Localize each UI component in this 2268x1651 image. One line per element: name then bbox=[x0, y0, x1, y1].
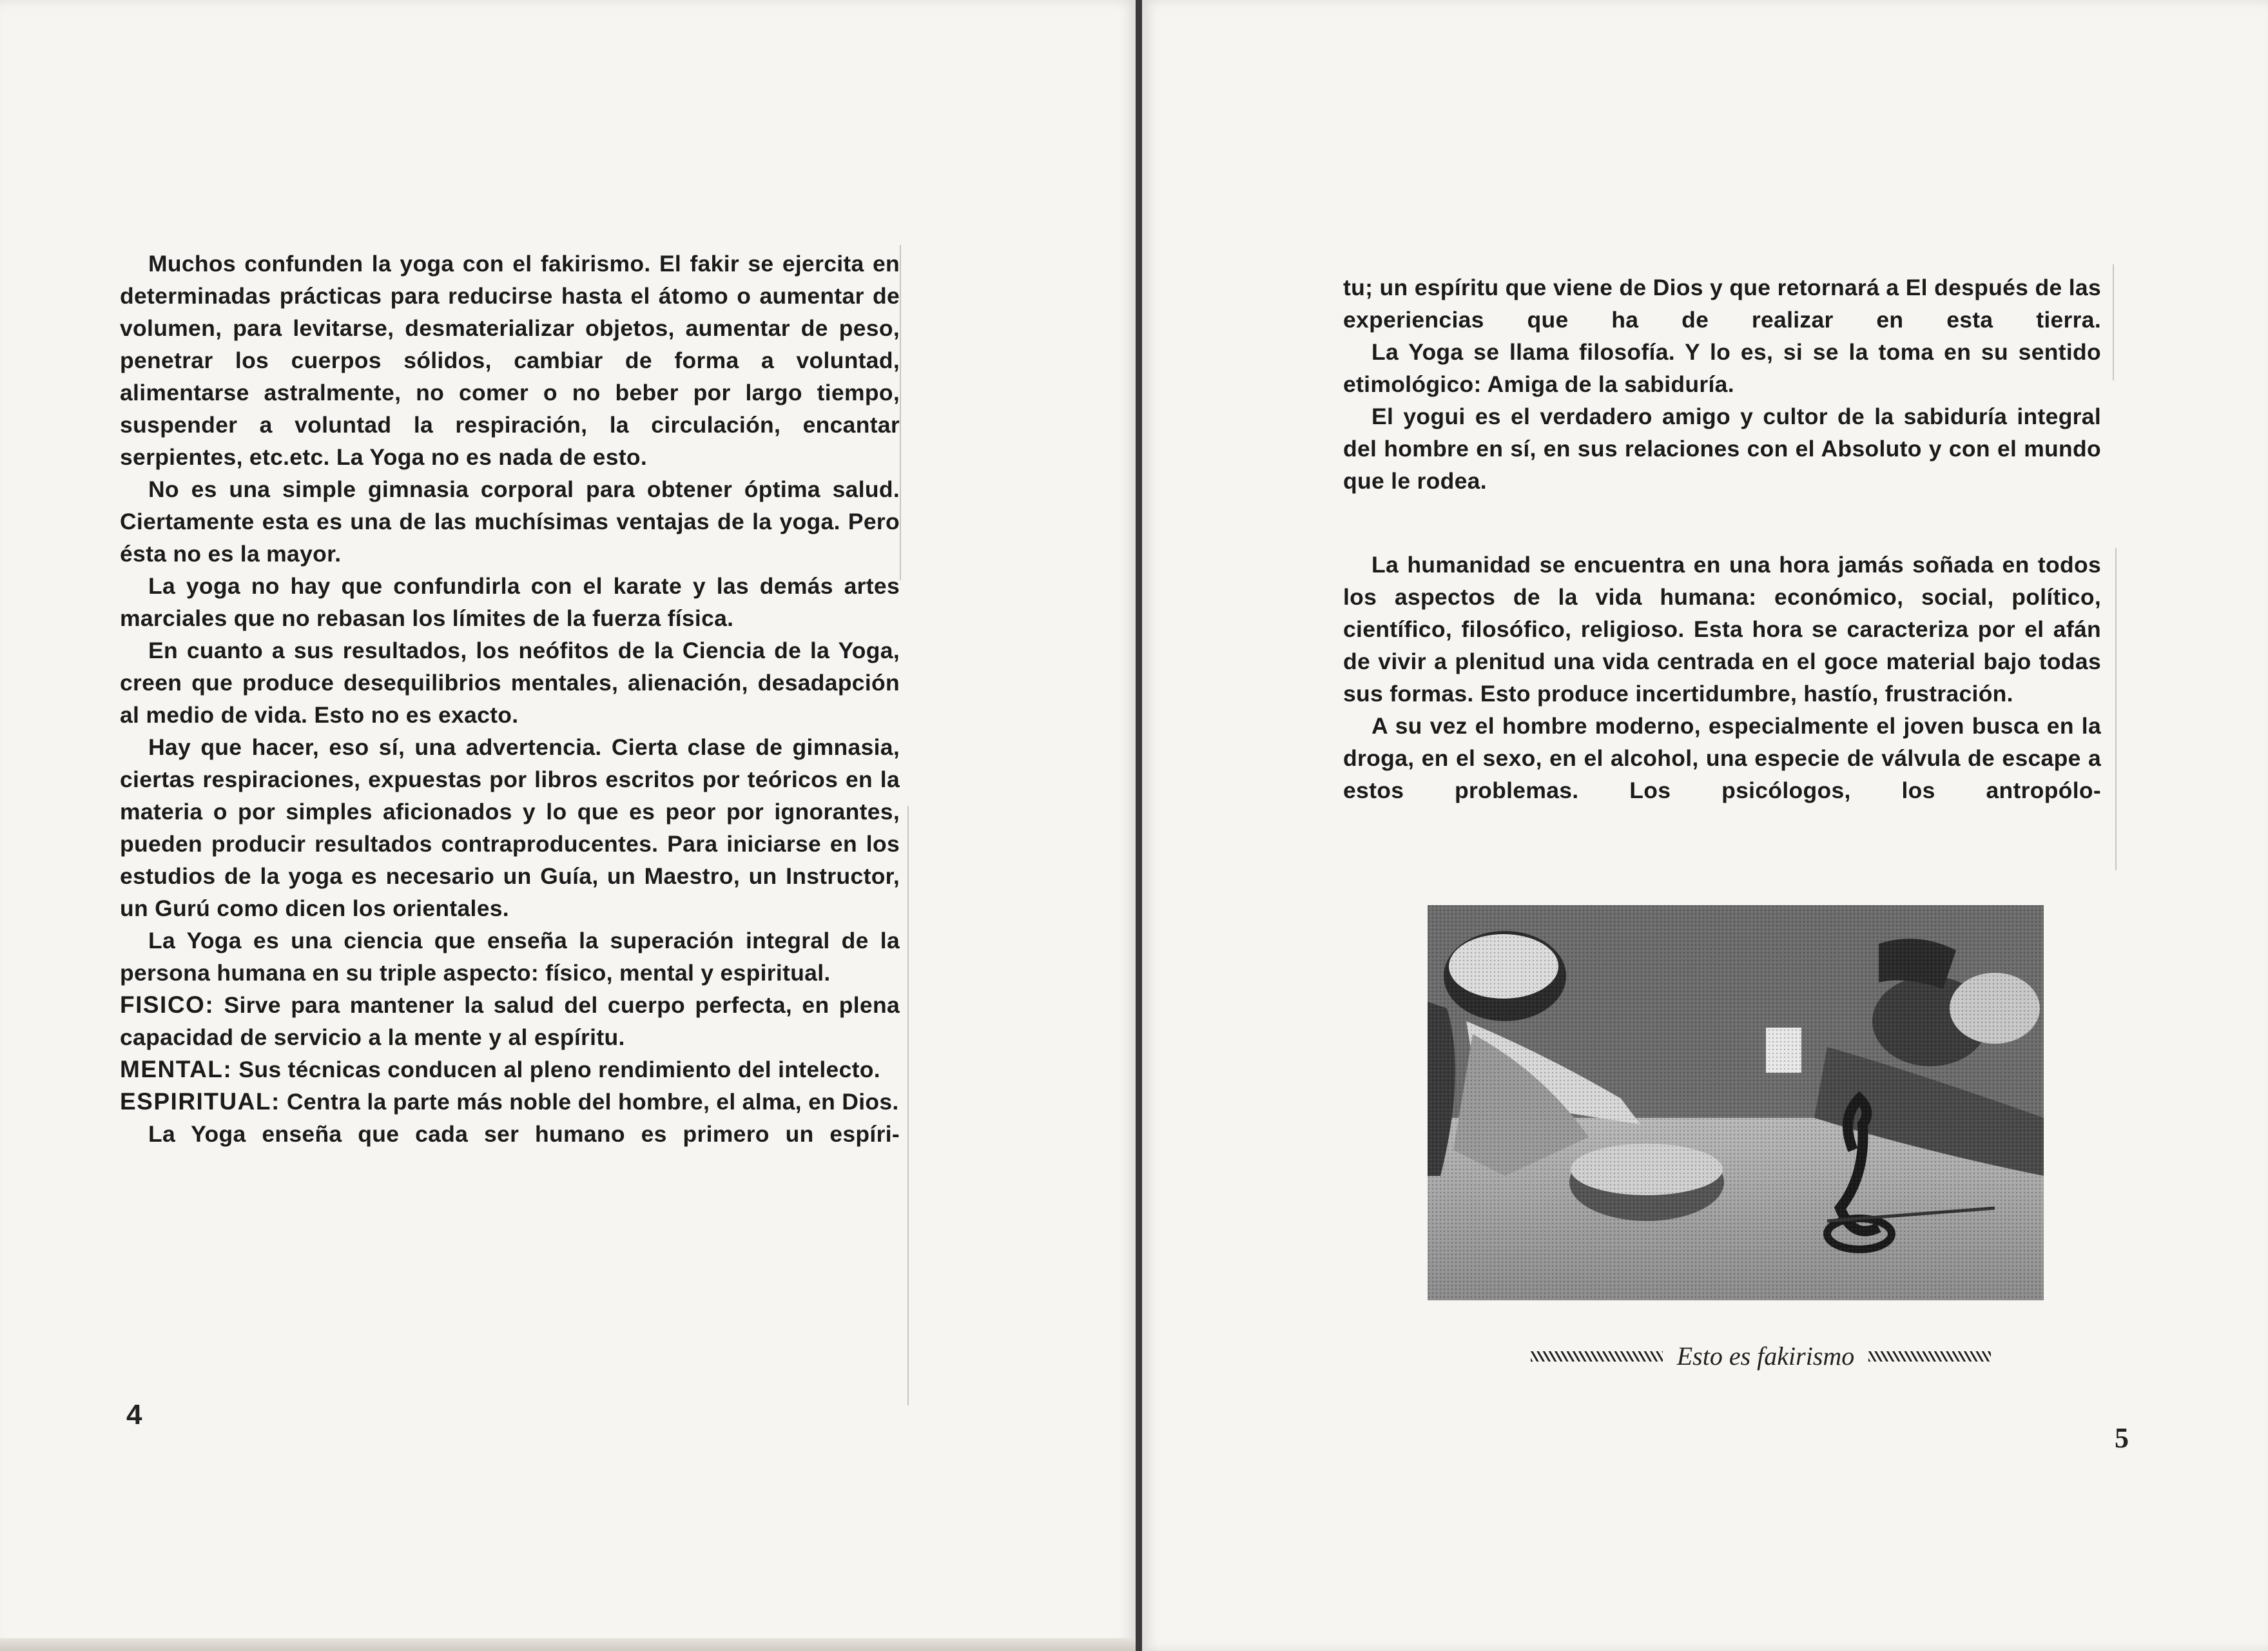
aspect-term: MENTAL: bbox=[120, 1056, 233, 1082]
caption-ornament bbox=[1531, 1351, 1663, 1362]
aspect-text: Sirve para mantener la salud del cuerpo perfecta, en plena capacidad de servicio a la mente y al espíritu. bbox=[120, 992, 900, 1050]
aspect-espiritual bbox=[120, 1086, 900, 1118]
page-number: 4 bbox=[126, 1399, 142, 1431]
fakir-photo bbox=[1428, 905, 2044, 1300]
paragraph: La humanidad se encuentra en una hora jamás soñada en todos los aspectos de la vida humana: económico, social, político, científico, filosófico, religioso. Esta hora se caracteriza por el afán de vivir a plenitud una vida centrada en el goce material bajo todas sus formas. Esto produce incertidumbre, hastío, frustración. bbox=[1343, 552, 2101, 707]
paragraph: Muchos confunden la yoga con el fakirismo. El fakir se ejercita en determinadas prácticas para reducirse hasta el átomo o aumentar de volumen, para levitarse, desmaterializar objetos, aumentar de peso, penetrar los cuerpos sólidos, cambiar de forma a voluntad, alimentarse astralmente, no comer o no beber por largo tiempo, suspender a voluntad la respiración, la circulación, encantar serpientes, etc.etc. La Yoga no es nada de esto. bbox=[120, 251, 900, 470]
paragraph: La Yoga es una ciencia que enseña la superación integral de la persona humana en su triple aspecto: físico, mental y espiritual. bbox=[120, 928, 900, 986]
book-gutter bbox=[1136, 0, 1142, 1651]
paragraph: A su vez el hombre moderno, especialmente el joven busca en la droga, en el sexo, en el alcohol, una especie de válvula de escape a estos problemas. Los psicólogos, los antropólo- bbox=[1343, 713, 2101, 803]
aspect-term: FISICO: bbox=[120, 992, 215, 1018]
paste-edge bbox=[2113, 264, 2114, 380]
paste-edge bbox=[900, 245, 901, 580]
paragraph: La Yoga enseña que cada ser humano es primero un espíri- bbox=[148, 1121, 900, 1147]
aspect-text: Sus técnicas conducen al pleno rendimiento del intelecto. bbox=[232, 1057, 880, 1082]
aspect-fisico bbox=[120, 989, 900, 1053]
aspect-text: Centra la parte más noble del hombre, el alma, en Dios. bbox=[280, 1089, 899, 1115]
paragraph: En cuanto a sus resultados, los neófitos de la Ciencia de la Yoga, creen que produce desequilibrios mentales, alienación, desadapción al medio de vida. Esto no es exacto. bbox=[120, 638, 900, 728]
paragraph: Hay que hacer, eso sí, una advertencia. Cierta clase de gimnasia, ciertas respiraciones, expuestas por libros escritos por teóricos en la materia o por simples aficionados y lo que es peor por ignorantes, pueden producir resultados contraproducentes. Para iniciarse en los estudios de la yoga es necesario un Guía, un Maestro, un Instructor, un Gurú como dicen los orientales. bbox=[120, 734, 900, 921]
right-text-block-top bbox=[1343, 271, 2101, 497]
page-number: 5 bbox=[2115, 1422, 2129, 1454]
paste-edge bbox=[907, 806, 909, 1405]
paragraph: El yogui es el verdadero amigo y cultor de la sabiduría integral del hombre en sí, en sus relaciones con el Absoluto y con el mundo que le rodea. bbox=[1343, 404, 2101, 494]
aspect-term: ESPIRITUAL: bbox=[120, 1088, 280, 1115]
paragraph: No es una simple gimnasia corporal para obtener óptima salud. Ciertamente esta es una de las muchísimas ventajas de la yoga. Pero ésta no es la mayor. bbox=[120, 476, 900, 567]
paragraph: La yoga no hay que confundirla con el karate y las demás artes marciales que no rebasan los límites de la fuerza física. bbox=[120, 573, 900, 631]
aspect-mental bbox=[120, 1053, 900, 1086]
paste-edge bbox=[2115, 548, 2117, 870]
paragraph: La Yoga se llama filosofía. Y lo es, si se la toma en su sentido etimológico: Amiga de la sabiduría. bbox=[1343, 339, 2101, 397]
photo-caption bbox=[1464, 1338, 2057, 1369]
right-page bbox=[1142, 0, 2268, 1651]
caption-text: Esto es fakirismo bbox=[1676, 1341, 1855, 1371]
caption-ornament bbox=[1868, 1351, 1991, 1362]
paragraph: tu; un espíritu que viene de Dios y que retornará a El después de las experiencias que ha de realizar en esta tierra. bbox=[1343, 275, 2101, 333]
page-edge bbox=[0, 1638, 1136, 1651]
left-text-column bbox=[120, 248, 900, 1150]
snake-charmer-image bbox=[1428, 905, 2044, 1300]
right-text-block-bottom bbox=[1343, 549, 2101, 806]
